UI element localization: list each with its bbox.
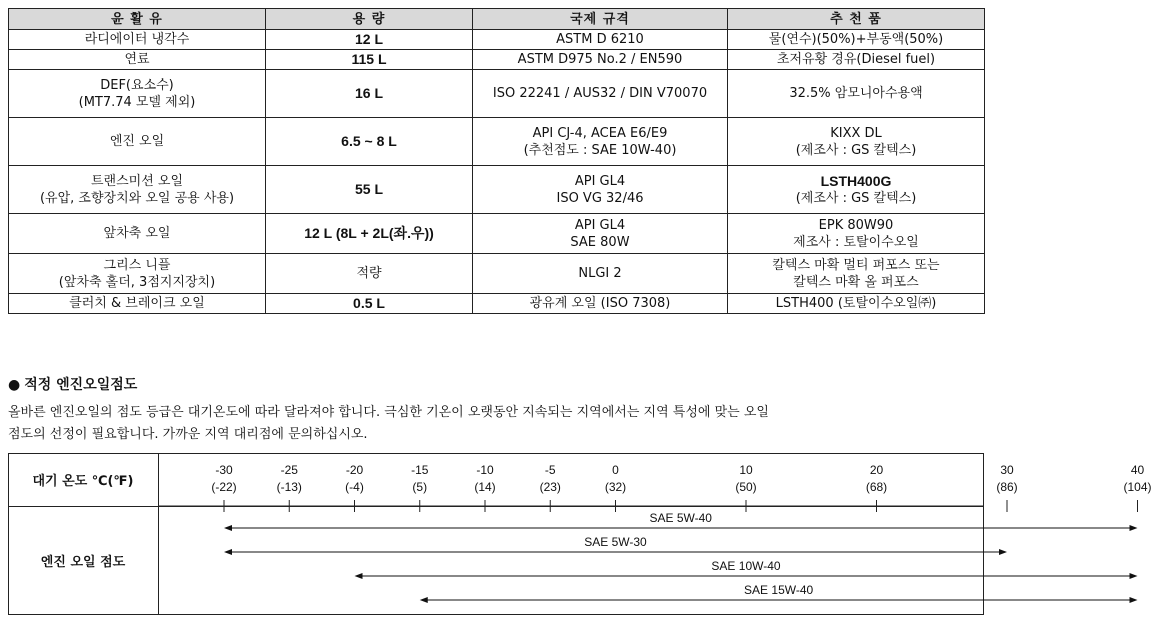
lubricant-name [9,294,266,314]
table-row [9,294,985,314]
recommended-product-line: LSTH400G [820,172,892,189]
standard-value [473,254,728,294]
lubricant-name-line: 그리스 니플 [103,257,171,273]
tick-label-fahrenheit: (50) [735,480,757,494]
capacity-value: 6.5 ~ 8 L [266,118,473,166]
grade-label: SAE 5W-40 [649,511,712,525]
header-capacity: 용 량 [266,9,473,30]
lubricant-name-line: 트랜스미션 오일 [90,173,184,189]
recommended-product-line: 32.5% 암모니아수용액 [789,86,923,101]
section-title-text: 적정 엔진오일점도 [24,377,138,393]
capacity-value: 16 L [266,70,473,118]
recommended-product-line: KIXX DL [830,125,882,141]
recommended-product-line: LSTH400 (토탈이수오일㈜) [775,296,937,311]
tick-label-celsius: -5 [544,463,556,477]
tick-label-fahrenheit: (-13) [276,480,302,494]
viscosity-temperature-chart [8,453,1152,615]
standard-value-line: ISO 22241 / AUS32 / DIN V70070 [492,86,708,101]
standard-value-line: (추천점도 : SAE 10W-40) [523,142,677,158]
capacity-value: 12 L [266,30,473,50]
recommended-product [728,294,985,314]
standard-value [473,294,728,314]
standard-value-line: ASTM D 6210 [556,32,644,47]
standard-value-line: API GL4 [574,173,626,189]
grade-label: SAE 10W-40 [711,559,781,573]
tick-label-celsius: 0 [612,463,619,477]
standard-value [473,214,728,254]
lubricant-name-line: 앞차축 오일 [103,226,171,241]
recommended-product [728,30,985,50]
recommended-product [728,254,985,294]
tick-label-fahrenheit: (32) [604,480,627,494]
arrow-right-icon [1130,597,1138,603]
standard-value [473,70,728,118]
tick-label-celsius: -25 [280,463,298,477]
standard-value-line: SAE 80W [570,234,630,250]
tick-label-celsius: 10 [739,463,753,477]
capacity-value: 12 L (8L + 2L(좌.우)) [266,214,473,254]
tick-label-celsius: 30 [1000,463,1014,477]
arrow-right-icon [999,549,1007,555]
tick-label-fahrenheit: (5) [412,480,428,494]
arrow-left-icon [224,525,232,531]
recommended-product-line: 제조사 : 토탈이수오일 [793,234,919,250]
lubricant-name [9,70,266,118]
standard-value [473,166,728,214]
capacity-value: 0.5 L [266,294,473,314]
tick-label-fahrenheit: (-4) [345,480,364,494]
table-row [9,50,985,70]
standard-value [473,30,728,50]
table-header-row [9,9,985,30]
standard-value-line: API GL4 [574,217,626,233]
tick-label-celsius: -10 [476,463,494,477]
table-row [9,214,985,254]
standard-value-line: ASTM D975 No.2 / EN590 [517,52,683,67]
lubricant-name [9,166,266,214]
temperature-header-label: 대기 온도 ℃(℉) [32,474,134,489]
tick-label-celsius: 40 [1130,463,1145,477]
recommended-product-line: EPK 80W90 [818,217,894,233]
header-lubricant: 윤 활 유 [9,9,266,30]
tick-label-fahrenheit: (23) [539,480,561,494]
arrow-right-icon [1130,573,1138,579]
standard-value-line: 광유계 오일 (ISO 7308) [529,296,671,311]
standard-value-line: API CJ-4, ACEA E6/E9 [532,125,668,141]
tick-label-celsius: -30 [215,463,233,477]
header-recommended: 추 천 품 [728,9,985,30]
description-line: 점도의 선정이 필요합니다. 가까운 지역 대리점에 문의하십시오. [8,427,368,442]
recommended-product-line: 칼텍스 마확 올 퍼포스 [793,274,919,290]
table-row [9,70,985,118]
standard-value [473,118,728,166]
section-title [8,374,137,394]
tick-label-fahrenheit: (-22) [211,480,237,494]
lubricant-name [9,50,266,70]
table-row [9,254,985,294]
recommended-product [728,70,985,118]
lubricant-name-line: 라디에이터 냉각수 [84,32,190,47]
bullet-icon: ● [8,377,21,393]
viscosity-row-label: 엔진 오일 점도 [40,555,126,570]
table-row [9,118,985,166]
lubricant-name-line: 연료 [124,52,150,67]
grade-label: SAE 5W-30 [584,535,647,549]
arrow-right-icon [1130,525,1138,531]
table-row [9,30,985,50]
tick-label-fahrenheit: (68) [865,480,888,494]
arrow-left-icon [224,549,232,555]
arrow-left-icon [355,573,363,579]
tick-label-fahrenheit: (104) [1123,480,1152,494]
lubricant-name-line: (MT7.74 모델 제외) [78,94,196,110]
recommended-product [728,166,985,214]
header-standard: 국제 규격 [473,9,728,30]
recommended-product-line: (제조사 : GS 칼텍스) [795,142,917,158]
recommended-product [728,214,985,254]
tick-label-celsius: 20 [869,463,884,477]
recommended-product-line: 물(연수)(50%)+부동액(50%) [768,32,944,47]
section-description [8,402,984,446]
recommended-product [728,118,985,166]
recommended-product [728,50,985,70]
capacity-value: 115 L [266,50,473,70]
standard-value [473,50,728,70]
tick-label-fahrenheit: (86) [996,480,1018,494]
lubricant-name-line: 엔진 오일 [109,134,165,149]
tick-label-celsius: -20 [345,463,364,477]
table-row [9,166,985,214]
tick-label-celsius: -15 [411,463,429,477]
capacity-value: 55 L [266,166,473,214]
standard-value-line: ISO VG 32/46 [556,190,644,206]
lubricant-spec-table [8,8,985,314]
grade-label: SAE 15W-40 [744,583,814,597]
recommended-product-line: (제조사 : GS 칼텍스) [795,190,917,206]
lubricant-name [9,254,266,294]
lubricant-name-line: (앞차축 홀더, 3점지지장치) [58,274,216,290]
recommended-product-line: 초저유황 경유(Diesel fuel) [776,52,936,67]
description-line: 올바른 엔진오일의 점도 등급은 대기온도에 따라 달라져야 합니다. 극심한 기온이 오랫동안 지속되는 지역에서는 지역 특성에 맞는 오일 [8,405,769,420]
lubricant-name-line: (유압, 조향장치와 오일 공용 사용) [39,190,235,206]
lubricant-name [9,214,266,254]
capacity-value: 적량 [266,254,473,294]
lubricant-name-line: DEF(요소수) [100,77,174,93]
tick-label-fahrenheit: (14) [474,480,496,494]
lubricant-name-line: 클러치 & 브레이크 오일 [69,296,205,311]
arrow-left-icon [420,597,428,603]
lubricant-name [9,30,266,50]
recommended-product-line: 칼텍스 마확 멀티 퍼포스 또는 [772,257,940,273]
standard-value-line: NLGI 2 [578,266,622,281]
lubricant-name [9,118,266,166]
